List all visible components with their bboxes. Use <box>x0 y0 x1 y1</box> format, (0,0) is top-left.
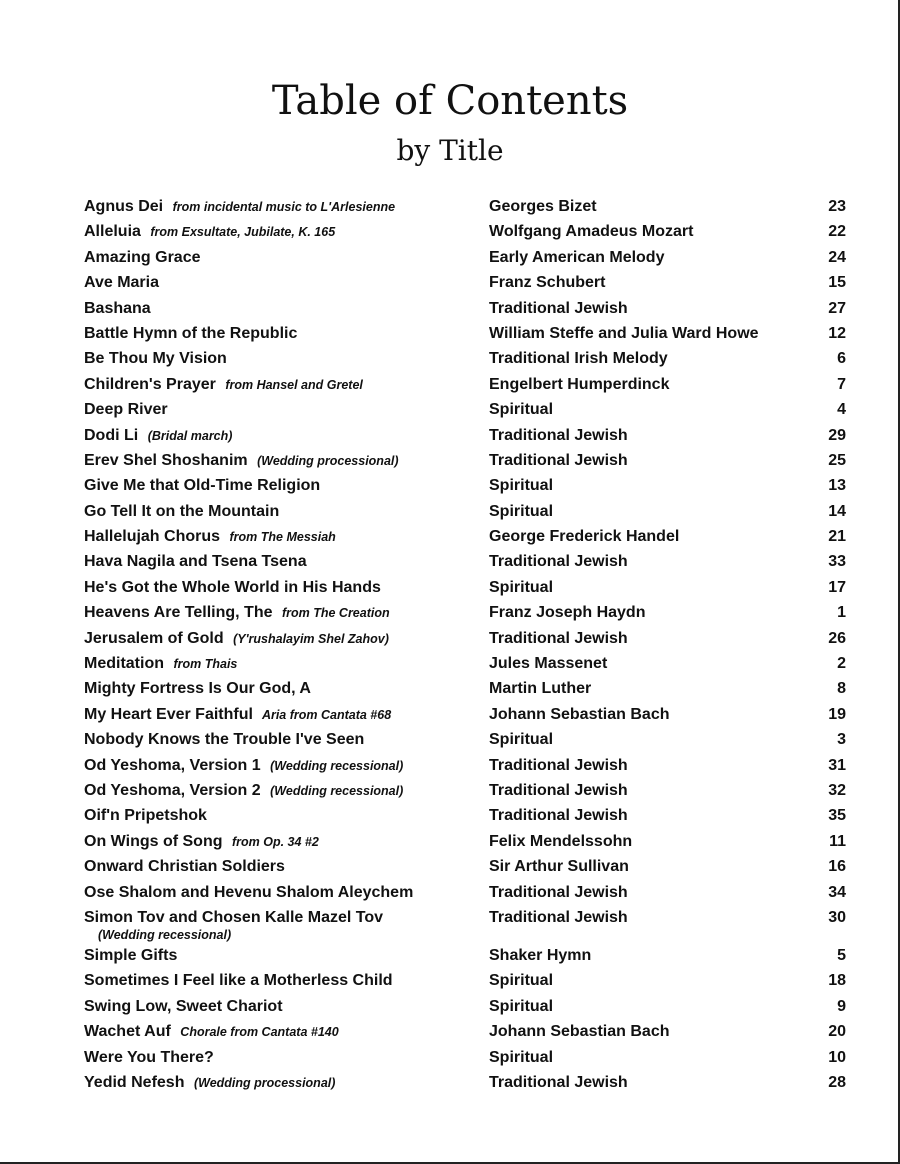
toc-composer: Johann Sebastian Bach <box>489 1023 670 1041</box>
toc-page-number: 15 <box>828 274 846 292</box>
toc-title <box>84 753 484 779</box>
toc-row <box>84 423 846 448</box>
toc-title-text: Wachet Auf <box>84 1023 171 1041</box>
toc-row <box>84 575 846 600</box>
toc-row <box>84 245 846 270</box>
toc-title-text: Od Yeshoma, Version 1 <box>84 756 261 774</box>
toc-page-number: 30 <box>828 908 846 926</box>
toc-title <box>84 702 484 728</box>
toc-title-note: from Exsultate, Jubilate, K. 165 <box>146 225 336 240</box>
toc-title <box>84 245 484 270</box>
toc-title <box>84 524 484 550</box>
toc-composer: Traditional Jewish <box>489 781 628 799</box>
toc-page-number: 31 <box>828 756 846 774</box>
toc-title-note: (Wedding processional) <box>190 1075 336 1090</box>
toc-composer: Early American Melody <box>489 248 665 266</box>
toc-title <box>84 423 484 449</box>
toc-title <box>84 219 484 245</box>
toc-composer: Jules Massenet <box>489 655 608 673</box>
toc-composer: Spiritual <box>489 731 554 749</box>
toc-page-number: 5 <box>837 946 846 964</box>
toc-row <box>84 473 846 498</box>
toc-page-number: 6 <box>837 350 846 368</box>
toc-row <box>84 194 846 219</box>
toc-row <box>84 397 846 422</box>
toc-composer: Traditional Jewish <box>489 908 628 926</box>
toc-title <box>84 600 484 626</box>
toc-title <box>84 626 484 652</box>
toc-title <box>84 1070 484 1096</box>
toc-composer: Spiritual <box>489 477 554 495</box>
toc-row <box>84 854 846 879</box>
toc-page-number: 17 <box>828 578 846 596</box>
toc-title-text: Simon Tov and Chosen Kalle Mazel Tov <box>84 908 384 926</box>
toc-title-text: Give Me that Old-Time Religion <box>84 477 321 495</box>
toc-composer: George Frederick Handel <box>489 528 680 546</box>
toc-title-text: Mighty Fortress Is Our God, A <box>84 680 311 698</box>
toc-title-text: Amazing Grace <box>84 248 201 266</box>
toc-title-text: Nobody Knows the Trouble I've Seen <box>84 731 365 749</box>
toc-page-number: 7 <box>837 375 846 393</box>
toc-title-text: Agnus Dei <box>84 198 164 215</box>
toc-page-number: 3 <box>837 731 846 749</box>
toc-title <box>84 321 484 346</box>
toc-title-text: Battle Hymn of the Republic <box>84 324 298 342</box>
toc-title-text: On Wings of Song <box>84 832 223 850</box>
toc-title-text: Children's Prayer <box>84 375 216 393</box>
toc-page-number: 16 <box>828 858 846 876</box>
toc-row <box>84 880 846 905</box>
toc-row <box>84 270 846 295</box>
toc-title <box>84 829 484 855</box>
toc-row <box>84 1045 846 1070</box>
toc-row <box>84 702 846 727</box>
toc-composer: William Steffe and Julia Ward Howe <box>489 324 759 342</box>
toc-title-note: (Bridal march) <box>144 428 233 443</box>
toc-title-text: Jerusalem of Gold <box>84 629 224 647</box>
toc-title <box>84 575 484 600</box>
toc-title-note: (Wedding recessional) <box>98 928 232 943</box>
toc-title-text: Deep River <box>84 401 168 419</box>
toc-title-text: My Heart Ever Faithful <box>84 705 253 723</box>
toc-title-text: Meditation <box>84 655 164 673</box>
toc-title <box>84 778 484 804</box>
toc-composer: Traditional Jewish <box>489 553 628 571</box>
toc-page-number: 1 <box>837 604 846 622</box>
toc-title <box>84 549 484 574</box>
toc-page-number: 21 <box>828 528 846 546</box>
toc-title <box>84 1019 484 1045</box>
toc-title-note: from The Messiah <box>226 530 336 545</box>
toc-title <box>84 968 484 993</box>
toc-row <box>84 219 846 244</box>
toc-title-text: Sometimes I Feel like a Motherless Child <box>84 972 393 990</box>
toc-title-text: Be Thou My Vision <box>84 350 227 368</box>
toc-row <box>84 499 846 524</box>
toc-page-number: 26 <box>828 629 846 647</box>
toc-composer: Martin Luther <box>489 680 592 698</box>
toc-title-note: from Hansel and Gretel <box>221 377 363 392</box>
toc-composer: Felix Mendelssohn <box>489 832 633 850</box>
toc-composer: Spiritual <box>489 502 554 520</box>
toc-page-number: 35 <box>828 807 846 825</box>
toc-composer: Spiritual <box>489 578 554 596</box>
toc-row <box>84 626 846 651</box>
toc-page-number: 9 <box>837 997 846 1015</box>
toc-title <box>84 803 484 828</box>
toc-page-number: 4 <box>837 401 846 419</box>
toc-row <box>84 943 846 968</box>
toc-title-text: Go Tell It on the Mountain <box>84 502 280 520</box>
toc-row <box>84 296 846 321</box>
toc-row <box>84 829 846 854</box>
toc-title <box>84 905 484 941</box>
toc-composer: Traditional Irish Melody <box>489 350 668 368</box>
toc-title-note: from incidental music to L'Arlesienne <box>169 200 396 214</box>
toc-row <box>84 753 846 778</box>
toc-title <box>84 854 484 879</box>
toc-title-text: Heavens Are Telling, The <box>84 604 273 622</box>
toc-title <box>84 499 484 524</box>
toc-composer: Traditional Jewish <box>489 883 628 901</box>
toc-row <box>84 905 846 943</box>
toc-composer: Shaker Hymn <box>489 946 592 964</box>
toc-title-note: from Thais <box>170 657 238 672</box>
toc-title-text: Oif'n Pripetshok <box>84 807 207 825</box>
toc-composer: Sir Arthur Sullivan <box>489 858 629 876</box>
toc-composer: Spiritual <box>489 972 554 990</box>
toc-title <box>84 880 484 905</box>
toc-list <box>84 194 846 1095</box>
toc-page-number: 11 <box>829 832 846 850</box>
toc-title <box>84 943 484 968</box>
toc-title-text: Od Yeshoma, Version 2 <box>84 781 261 799</box>
toc-title-text: Hava Nagila and Tsena Tsena <box>84 553 307 571</box>
toc-title <box>84 372 484 398</box>
toc-title-text: Ose Shalom and Hevenu Shalom Aleychem <box>84 883 414 901</box>
toc-composer: Traditional Jewish <box>489 1073 628 1091</box>
toc-page-number: 20 <box>828 1023 846 1041</box>
toc-title <box>84 651 484 677</box>
toc-composer: Johann Sebastian Bach <box>489 705 670 723</box>
toc-title-note: from The Creation <box>278 606 390 621</box>
toc-page-number: 8 <box>837 680 846 698</box>
toc-page-number: 22 <box>828 223 846 241</box>
toc-title <box>84 727 484 752</box>
toc-page-number: 12 <box>828 324 846 342</box>
toc-row <box>84 994 846 1019</box>
toc-title-text: Were You There? <box>84 1048 214 1066</box>
toc-page-number: 29 <box>828 426 846 444</box>
toc-title-text: Dodi Li <box>84 426 139 444</box>
toc-page-number: 2 <box>837 655 846 673</box>
toc-title <box>84 473 484 498</box>
toc-composer: Traditional Jewish <box>489 426 628 444</box>
toc-title-text: Erev Shel Shoshanim <box>84 451 248 469</box>
toc-title <box>84 270 484 295</box>
toc-row <box>84 600 846 625</box>
toc-title <box>84 296 484 321</box>
toc-row <box>84 676 846 701</box>
toc-composer: Spiritual <box>489 401 554 419</box>
toc-title-text: Swing Low, Sweet Chariot <box>84 997 283 1015</box>
toc-title-note: (Y'rushalayim Shel Zahov) <box>229 631 389 646</box>
toc-title <box>84 448 484 474</box>
toc-title <box>84 194 484 220</box>
toc-title-note: Aria from Cantata #68 <box>258 707 392 722</box>
toc-title <box>84 1045 484 1070</box>
toc-title <box>84 346 484 371</box>
toc-composer: Spiritual <box>489 997 554 1015</box>
toc-page-number: 18 <box>828 972 846 990</box>
toc-row <box>84 448 846 473</box>
toc-title-text: Yedid Nefesh <box>84 1073 185 1091</box>
toc-row <box>84 968 846 993</box>
toc-page-number: 28 <box>828 1073 846 1091</box>
toc-title-text: He's Got the Whole World in His Hands <box>84 578 381 596</box>
toc-page-number: 32 <box>828 781 846 799</box>
toc-page-number: 34 <box>828 883 846 901</box>
toc-composer: Franz Joseph Haydn <box>489 604 646 622</box>
page-title: Table of Contents <box>271 78 629 124</box>
toc-title-note: Chorale from Cantata #140 <box>176 1025 339 1040</box>
toc-page-number: 25 <box>828 451 846 469</box>
toc-title-note: from Op. 34 #2 <box>228 834 319 849</box>
toc-row <box>84 803 846 828</box>
toc-row <box>84 372 846 397</box>
toc-title-text: Alleluia <box>84 223 141 241</box>
toc-title <box>84 994 484 1019</box>
toc-row <box>84 1019 846 1044</box>
toc-composer: Traditional Jewish <box>489 756 628 774</box>
toc-title-text: Simple Gifts <box>84 946 178 964</box>
toc-page-number: 13 <box>828 477 846 495</box>
toc-composer: Traditional Jewish <box>489 807 628 825</box>
toc-row <box>84 651 846 676</box>
toc-row <box>84 549 846 574</box>
toc-page-number: 19 <box>828 705 846 723</box>
toc-composer: Engelbert Humperdinck <box>489 375 670 393</box>
toc-row <box>84 727 846 752</box>
toc-title-note: (Wedding recessional) <box>266 758 404 773</box>
page-subtitle: by Title <box>396 134 504 167</box>
toc-title-text: Bashana <box>84 299 151 317</box>
toc-composer: Traditional Jewish <box>489 629 628 647</box>
toc-composer: Georges Bizet <box>489 198 597 215</box>
toc-composer: Traditional Jewish <box>489 451 628 469</box>
toc-composer: Traditional Jewish <box>489 299 628 317</box>
toc-composer: Spiritual <box>489 1048 554 1066</box>
toc-composer: Wolfgang Amadeus Mozart <box>489 223 694 241</box>
toc-title <box>84 397 484 422</box>
toc-row <box>84 524 846 549</box>
toc-title-text: Hallelujah Chorus <box>84 528 221 546</box>
toc-page-number: 10 <box>828 1048 846 1066</box>
toc-page-number: 24 <box>828 248 846 266</box>
toc-page-number: 33 <box>828 553 846 571</box>
toc-row <box>84 778 846 803</box>
toc-title-note: (Wedding recessional) <box>266 783 404 798</box>
toc-title-text: Onward Christian Soldiers <box>84 858 285 876</box>
toc-title <box>84 676 484 701</box>
toc-composer: Franz Schubert <box>489 274 606 292</box>
toc-row <box>84 346 846 371</box>
toc-title-note: (Wedding processional) <box>253 453 399 468</box>
toc-row <box>84 321 846 346</box>
toc-page-number: 27 <box>828 299 846 317</box>
toc-title-text: Ave Maria <box>84 274 159 292</box>
toc-page-number: 14 <box>828 502 846 520</box>
toc-page-number: 23 <box>828 198 846 215</box>
toc-row <box>84 1070 846 1095</box>
